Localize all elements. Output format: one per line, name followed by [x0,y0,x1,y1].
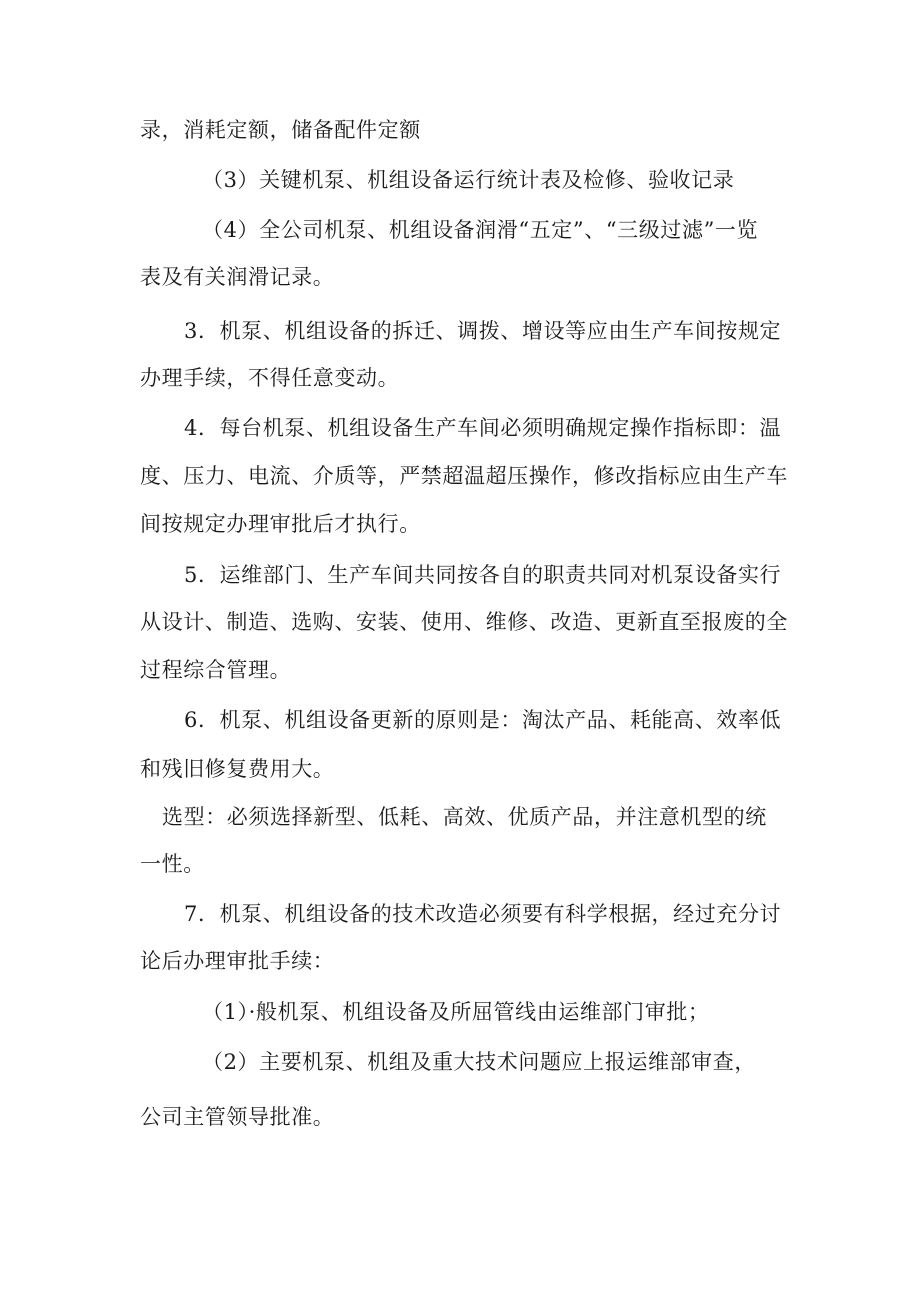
text-line: 5．运维部门、生产车间共同按各自的职责共同对机泵设备实行 [184,563,782,587]
text-line: （1）·般机泵、机组设备及所屈管线由运维部门审批； [202,1000,710,1024]
text-line: 过程综合管理。 [140,658,292,682]
text-line: 3．机泵、机组设备的拆迁、调拨、增设等应由生产车间按规定 [184,319,782,343]
text-line: 论后办理审批手续： [140,949,335,973]
text-line: 公司主管领导批准。 [140,1105,335,1129]
text-line: 选型：必须选择新型、低耗、高效、优质产品，并注意机型的统 [162,805,767,829]
text-line: 从设计、制造、选购、安装、使用、维修、改造、更新直至报废的全 [140,610,788,634]
text-line: 7．机泵、机组设备的技术改造必须要有科学根据，经过充分讨 [184,902,782,926]
text-line: 4．每台机泵、机组设备生产车间必须明确规定操作指标即：温 [184,416,782,440]
text-line: 一性。 [140,852,205,876]
text-line: 间按规定办理审批后才执行。 [140,512,421,536]
text-line: 和残旧修复费用大。 [140,757,335,781]
text-line: 表及有关润滑记录。 [140,265,335,289]
text-line: （2）主要机泵、机组及重大技术问题应上报运维部审查， [202,1050,756,1074]
text-line: 办理手续，不得任意变动。 [140,366,400,390]
text-line: （4）全公司机泵、机组设备润滑“五定”、“三级过滤”一览 [202,218,759,242]
text-line: 度、压力、电流、介质等，严禁超温超压操作，修改指标应由生产车 [140,464,788,488]
text-line: 6．机泵、机组设备更新的原则是：淘汰产品、耗能高、效率低 [184,708,782,732]
text-line: （3）关键机泵、机组设备运行统计表及检修、验收记录 [202,168,735,192]
text-line: 录，消耗定额，储备配件定额 [140,118,421,142]
